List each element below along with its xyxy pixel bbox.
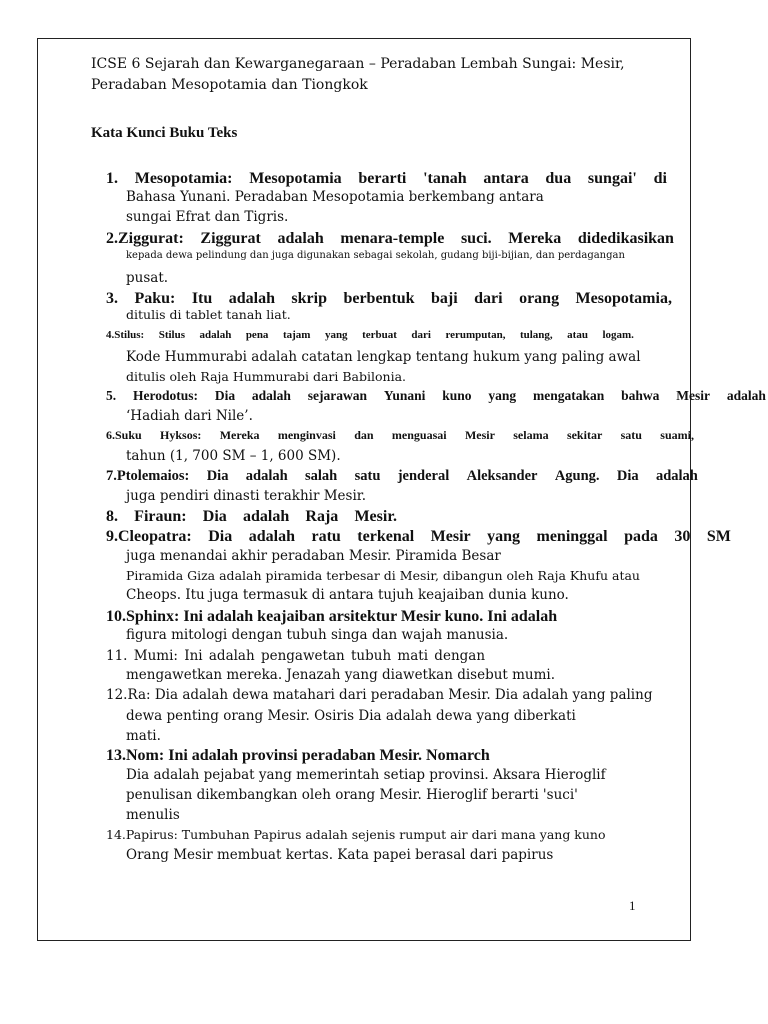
word: adalah: [251, 388, 291, 403]
word: Itu: [191, 290, 213, 307]
word: 'tanah: [423, 170, 467, 187]
word: 1.: [106, 170, 118, 187]
document-title: ICSE 6 Sejarah dan Kewarganegaraan – Peradaban Lembah Sungai: Mesir,: [91, 56, 625, 72]
word: Aleksander: [466, 468, 538, 484]
entry-3-line-1: [106, 291, 672, 307]
word: 5.: [106, 388, 117, 403]
word: Mesir: [464, 428, 495, 442]
word: adalah: [245, 468, 288, 484]
word: tulang,: [519, 329, 553, 341]
word: adalah: [726, 388, 766, 403]
entry-5-line-1: [106, 389, 766, 403]
word: yang: [488, 388, 517, 403]
word: orang: [519, 290, 560, 307]
word: salah: [305, 468, 338, 484]
word: didedikasikan: [577, 230, 674, 247]
word: adalah: [655, 468, 698, 484]
entry-1-line-3: sungai Efrat dan Tigris.: [126, 209, 289, 225]
word: dua: [545, 170, 572, 187]
entry-9-line-2: juga menandai akhir peradaban Mesir. Piramida Besar: [126, 548, 501, 564]
word: Stilus: [158, 329, 186, 341]
word: Hyksos:: [160, 428, 202, 442]
word: adalah: [248, 528, 295, 545]
word: atau: [567, 329, 588, 341]
entry-4-line-1: [106, 330, 634, 341]
word: berbentuk: [343, 290, 415, 307]
word: di: [653, 170, 667, 187]
word: Agung.: [554, 468, 600, 484]
word: sejarawan: [307, 388, 368, 403]
entry-4-line-2: Kode Hummurabi adalah catatan lengkap tentang hukum yang paling awal: [126, 349, 641, 365]
word: Mesir: [676, 388, 710, 403]
entry-6-line-2: tahun (1, 700 SM – 1, 600 SM).: [126, 448, 341, 464]
word: menginvasi: [277, 428, 336, 442]
word: yang: [324, 329, 348, 341]
word: Mesir.: [354, 508, 397, 525]
word: SM: [706, 528, 731, 545]
entry-4-line-3: ditulis oleh Raja Hummurabi dari Babilonia.: [126, 369, 406, 384]
entry-12-line-3: mati.: [126, 728, 161, 744]
entry-6-line-1: [106, 429, 694, 441]
word: Dia: [206, 468, 229, 484]
entry-8-line-1: [106, 509, 397, 525]
entry-12-line-2: dewa penting orang Mesir. Osiris Dia adalah dewa yang diberkati: [126, 708, 576, 724]
entry-1-line-2: Bahasa Yunani. Peradaban Mesopotamia berkembang antara: [126, 189, 544, 205]
entry-13-line-2: Dia adalah pejabat yang memerintah setiap provinsi. Aksara Hieroglif: [126, 767, 606, 783]
document-title-continued: Peradaban Mesopotamia dan Tiongkok: [91, 77, 368, 93]
word: yang: [487, 528, 521, 545]
word: pada: [624, 528, 658, 545]
word: Ziggurat: [200, 230, 261, 247]
word: 6.Suku: [106, 428, 142, 442]
entry-3-line-2: ditulis di tablet tanah liat.: [126, 307, 291, 322]
section-heading: Kata Kunci Buku Teks: [91, 125, 238, 141]
entry-9-line-4: Cheops. Itu juga termasuk di antara tujuh keajaiban dunia kuno.: [126, 587, 569, 603]
word: antara: [483, 170, 529, 187]
word: sekitar: [566, 428, 603, 442]
word: skrip: [291, 290, 327, 307]
word: tajam: [282, 329, 311, 341]
entry-2-line-1: [106, 231, 674, 247]
word: Mesopotamia:: [134, 170, 233, 187]
word: dari: [411, 329, 431, 341]
word: meninggal: [536, 528, 608, 545]
entry-14-line-2: Orang Mesir membuat kertas. Kata papei berasal dari papirus: [126, 847, 554, 863]
word: adalah: [199, 329, 232, 341]
entry-13-line-4: menulis: [126, 807, 180, 823]
entry-2-line-3: pusat.: [126, 270, 169, 286]
word: dan: [354, 428, 374, 442]
word: Mereka: [508, 230, 562, 247]
word: Raja: [305, 508, 339, 525]
word: 30: [674, 528, 691, 545]
entry-13-line-1: 13.Nom: Ini adalah provinsi peradaban Mesir. Nomarch: [106, 747, 490, 764]
word: adalah: [242, 508, 290, 525]
word: terbuat: [362, 329, 397, 341]
word: rerumputan,: [445, 329, 506, 341]
word: pena: [245, 329, 269, 341]
entry-11-line-2: mengawetkan mereka. Jenazah yang diawetkan disebut mumi.: [126, 667, 556, 683]
word: Mesir: [430, 528, 471, 545]
entry-9-line-1: [106, 529, 731, 545]
word: suami,: [660, 428, 694, 442]
word: Dia: [202, 508, 227, 525]
word: 2.Ziggurat:: [106, 230, 184, 247]
entry-11-line-1: 11. Mumi: Ini adalah pengawetan tubuh mati dengan: [106, 648, 486, 664]
word: menguasai: [391, 428, 447, 442]
word: adalah: [228, 290, 275, 307]
word: Dia: [208, 528, 233, 545]
entry-12-line-1: 12.Ra: Dia adalah dewa matahari dari peradaban Mesir. Dia adalah yang paling: [106, 687, 653, 703]
word: kuno: [442, 388, 472, 403]
word: berarti: [358, 170, 407, 187]
word: 4.Stilus:: [106, 329, 145, 341]
word: selama: [513, 428, 549, 442]
word: 9.Cleopatra:: [106, 528, 192, 545]
word: satu: [620, 428, 642, 442]
word: baji: [431, 290, 458, 307]
entry-10-line-1: 10.Sphinx: Ini adalah keajaiban arsitektur Mesir kuno. Ini adalah: [106, 608, 558, 625]
entry-9-line-3: Piramida Giza adalah piramida terbesar di Mesir, dibangun oleh Raja Khufu atau: [126, 568, 640, 583]
word: jenderal: [397, 468, 450, 484]
entry-7-line-1: [106, 469, 698, 484]
word: Mereka: [219, 428, 260, 442]
word: 7.Ptolemaios:: [106, 468, 190, 484]
word: sungai': [587, 170, 637, 187]
word: ratu: [311, 528, 341, 545]
word: Dia: [616, 468, 639, 484]
entry-13-line-3: penulisan dikembangkan oleh orang Mesir. Hieroglif berarti 'suci': [126, 787, 578, 803]
entry-7-line-2: juga pendiri dinasti terakhir Mesir.: [126, 488, 367, 504]
entry-5-line-2: ‘Hadiah dari Nile’.: [126, 408, 253, 424]
word: dari: [474, 290, 503, 307]
word: Herodotus:: [132, 388, 198, 403]
word: Yunani: [383, 388, 426, 403]
word: 3.: [106, 290, 118, 307]
word: adalah: [277, 230, 324, 247]
word: terkenal: [357, 528, 415, 545]
word: Mesopotamia: [249, 170, 342, 187]
word: Firaun:: [134, 508, 187, 525]
entry-2-line-2: kepada dewa pelindung dan juga digunakan sebagai sekolah, gudang biji-bijian, dan perdagangan: [126, 250, 625, 261]
word: suci.: [460, 230, 492, 247]
word: Mesopotamia,: [575, 290, 672, 307]
word: satu: [354, 468, 381, 484]
entry-1-line-1: [106, 171, 667, 187]
page-number: 1: [629, 898, 636, 913]
word: 8.: [106, 508, 118, 525]
word: menara-temple: [340, 230, 445, 247]
word: Paku:: [134, 290, 176, 307]
word: bahwa: [621, 388, 660, 403]
word: mengatakan: [533, 388, 605, 403]
word: logam.: [602, 329, 634, 341]
entry-10-line-2: figura mitologi dengan tubuh singa dan wajah manusia.: [126, 627, 509, 643]
entry-14-line-1: 14.Papirus: Tumbuhan Papirus adalah sejenis rumput air dari mana yang kuno: [106, 827, 606, 842]
word: Dia: [214, 388, 236, 403]
